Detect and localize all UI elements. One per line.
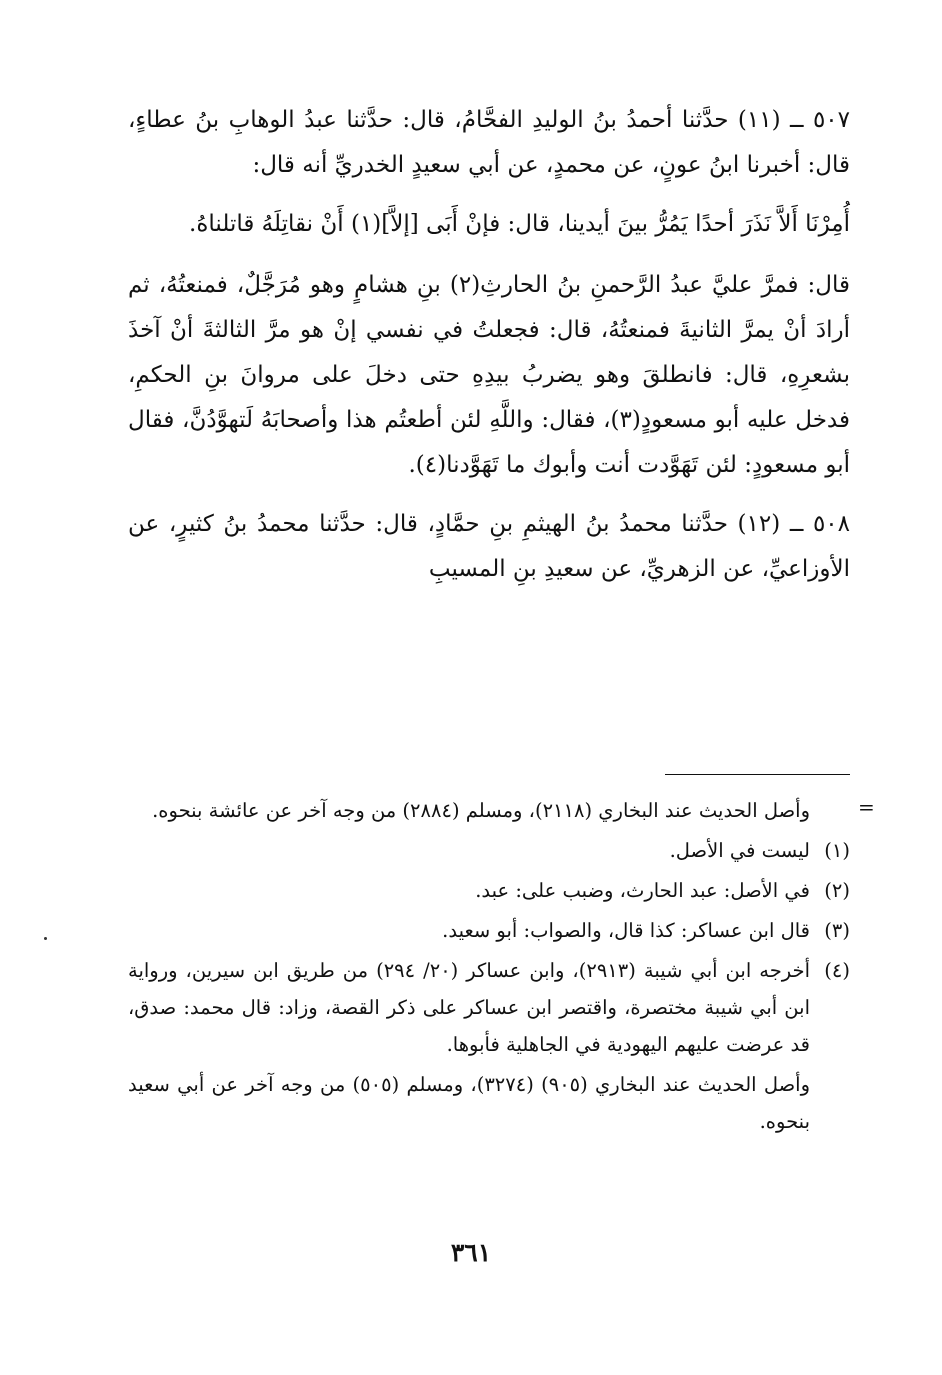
footnote-continuation xyxy=(128,792,850,829)
footnote-text: قال ابن عساكر: كذا قال، والصواب: أبو سعيد. xyxy=(442,919,810,942)
footnote-text: في الأصل: عبد الحارث، وضبب على: عبد. xyxy=(475,879,810,902)
hadith-507-story: قال: فمرَّ عليَّ عبدُ الرَّحمنِ بنُ الحارثِ(٢) بنِ هشامٍ وهو مُرَجَّلٌ، فمنعتُهُ، ثم أرادَ أنْ يمرَّ الثانيةَ فمنعتُهُ، قال: فجعلتُ في نفسي إنْ هو مرَّ الثالثةَ أنْ آخذَ بشعرِهِ، قال: فانطلقَ وهو يضربُ بيدِهِ حتى دخلَ على مروانَ بنِ الحكمِ، فدخل عليه أبو مسعودٍ(٣)، فقال: واللَّهِ لئن أطعتُم هذا وأصحابَهُ لَتهوَّدُنَّ، فقال أبو مسعودٍ: لئن تَهَوَّدت أنت وأبوك ما تَهَوَّدنا(٤). xyxy=(128,272,851,478)
footnote-4-extra xyxy=(128,1066,850,1140)
footnote-marker: (٤) xyxy=(824,959,850,982)
page-number: ٣٦١ xyxy=(450,1238,492,1267)
footnote-marker: (٣) xyxy=(824,919,850,942)
footnote-marker: (١) xyxy=(824,839,850,862)
hadith-507-quote: أُمِرْنَا أَلاَّ نَذَرَ أحدًا يَمُرُّ بينَ أيدينا، قال: فإنْ أَبَى [إلاَّ](١) أَنْ نقاتِلَهُ قاتلناهُ. xyxy=(189,211,850,237)
footnote-text: أخرجه ابن أبي شيبة (٢٩١٣)، وابن عساكر (٢٠/ ٢٩٤) من طريق ابن سيرين، ورواية ابن أبي شيبة مختصرة، واقتصر ابن عساكر على ذكر القصة، وزاد: قال محمد: صدق، قد عرضت عليهم اليهودية في الجاهلية فأبوها. xyxy=(128,959,810,1056)
footnotes xyxy=(128,792,850,1143)
footnote-marker: (٢) xyxy=(824,879,850,902)
hadith-508-intro: ٥٠٨ ــ (١٢) حدَّثنا محمدُ بنُ الهيثمِ بنِ حمَّادٍ، قال: حدَّثنا محمدُ بنُ كثيرٍ، عن الأوزاعيِّ، عن الزهريِّ، عن سعيدِ بنِ المسيبِ xyxy=(128,511,850,582)
footnote-4 xyxy=(128,952,850,1063)
footnote-2 xyxy=(128,872,850,909)
footnote-continuation-text: وأصل الحديث عند البخاري (٢١١٨)، ومسلم (٢٨٨٤) من وجه آخر عن عائشة بنحوه. xyxy=(152,799,810,822)
footnote-divider xyxy=(665,774,850,775)
ink-speck xyxy=(44,937,47,940)
footnote-text: وأصل الحديث عند البخاري (٩٠٥) (٣٢٧٤)، ومسلم (٥٠٥) من وجه آخر عن أبي سعيد بنحوه. xyxy=(128,1073,810,1133)
main-text xyxy=(128,98,850,592)
footnote-1 xyxy=(128,832,850,869)
hadith-507-intro: ٥٠٧ ــ (١١) حدَّثنا أحمدُ بنُ الوليدِ الفحَّامُ، قال: حدَّثنا عبدُ الوهابِ بنُ عطاءٍ، قال: أخبرنا ابنُ عونٍ، عن محمدٍ، عن أبي سعيدٍ الخدريِّ أنه قال: xyxy=(128,107,850,178)
footnote-text: ليست في الأصل. xyxy=(669,839,810,862)
footnote-continuation-marker: = xyxy=(858,795,875,819)
footnote-3 xyxy=(128,912,850,949)
